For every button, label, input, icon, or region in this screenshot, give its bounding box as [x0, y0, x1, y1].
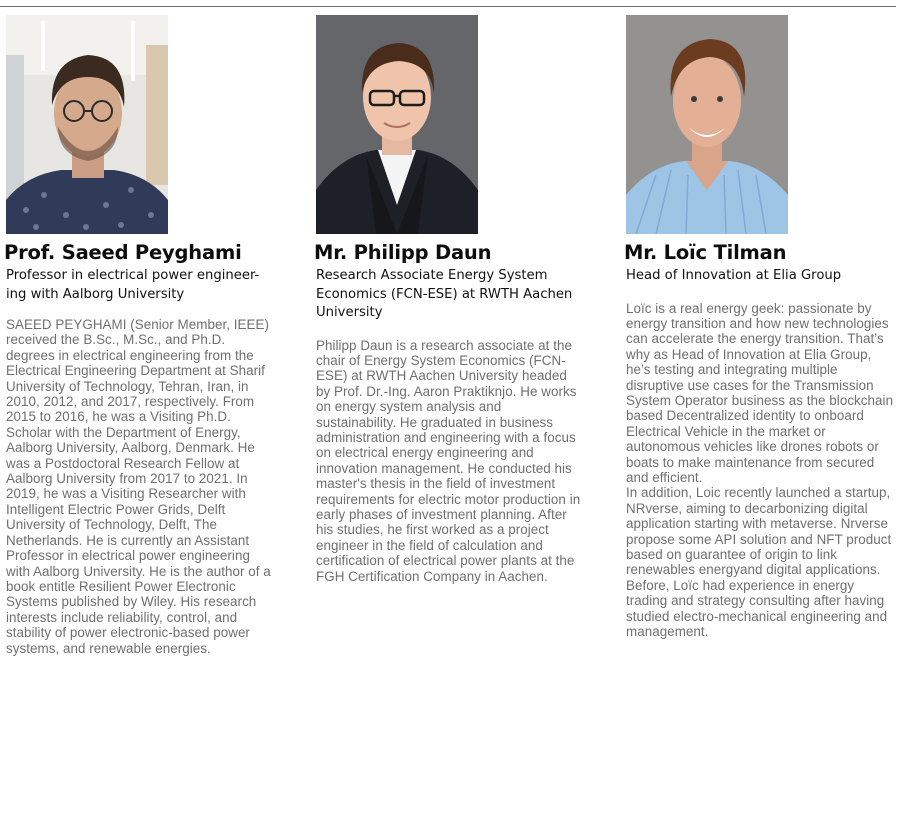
- bio-paragraph: Loïc is a real energy geek: passionate by energy transition and how new technologies can accelerate the energy transition. That’s why as Head of Innovation at Elia Group, he’s testing and integrating multiple disruptive use cases for the Transmission System Operator business as the blockchain based Decentralized identity to onboard Electrical Vehicle in the market or autonomous vehicles like drones robots or boats to make maintenance from secured and efficient.: [626, 300, 894, 485]
- bio-paragraph: SAEED PEYGHAMI (Senior Member, IEEE) received the B.Sc., M.Sc., and Ph.D. degrees in electrical engineering from the Electrical Engineering Department at Sharif University of Technology, Tehran, Iran, in 2010, 2012, and 2017, respectively. From 2015 to 2016, he was a Visiting Ph.D. Scholar with the Department of Energy, Aalborg University, Aalborg, Denmark. He was a Postdoctoral Research Fellow at Aalborg University from 2017 to 2021. In 2019, he was a Visiting Researcher with Intelligent Electric Power Grids, Delft University of Technology, Delft, The Netherlands. He is currently an Assistant Professor in electrical power engineering with Aalborg University. He is the author of a book entitle Resilient Power Electronic Systems published by Wiley. His research interests include reliability, control, and stability of power electronic-based power systems, and renewable energies.: [6, 317, 271, 656]
- speaker-photo-1: [6, 15, 168, 234]
- speaker-role-3: Head of Innovation at Elia Group: [626, 268, 842, 283]
- speaker-name-3: Mr. Loïc Tilman: [624, 241, 787, 264]
- bio-paragraph: Before, Loïc had experience in energy trading and strategy consulting after having studied electro-mechanical engineering and management.: [626, 577, 888, 640]
- speaker-photo-2: [316, 15, 478, 234]
- speaker-bio-1: [6, 317, 274, 656]
- bio-paragraph: Philipp Daun is a research associate at the chair of Energy System Economics (FCN-ESE) at RWTH Aachen University headed by Prof. Dr.-Ing. Aaron Praktiknjo. He works on energy system analysis and sustainability. He graduated in business administration and engineering with a focus on electrical energy engineering and innovation management. He conducted his master's thesis in the field of investment requirements for electric motor production in early phases of investment planning. After his studies, he first worked as a project engineer in the field of calculation and certification of electrical power plants at the FGH Certification Company in Aachen.: [316, 337, 581, 584]
- speaker-card-1: [6, 15, 274, 656]
- speaker-role-2: Research Associate Energy System Economics (FCN-ESE) at RWTH Aachen University: [316, 268, 573, 320]
- speaker-name-2: Mr. Philipp Daun: [314, 241, 492, 264]
- speaker-photo-3: [626, 15, 788, 234]
- speaker-name-1: Prof. Saeed Peyghami: [4, 241, 242, 264]
- speaker-card-3: [626, 15, 894, 639]
- bio-paragraph: In addition, Loic recently launched a startup, NRverse, aiming to decarbonizing digital application starting with metaverse. Nrverse propose some API solution and NFT product based on guarantee of origin to link renewables energyand digital applications.: [626, 485, 892, 578]
- speaker-bio-3: [626, 301, 894, 640]
- speaker-bio-2: [316, 338, 584, 585]
- top-divider: [0, 6, 896, 7]
- speaker-role-1: Professor in electrical power engineer-ing with Aalborg University: [6, 268, 260, 302]
- speaker-card-2: [316, 15, 584, 584]
